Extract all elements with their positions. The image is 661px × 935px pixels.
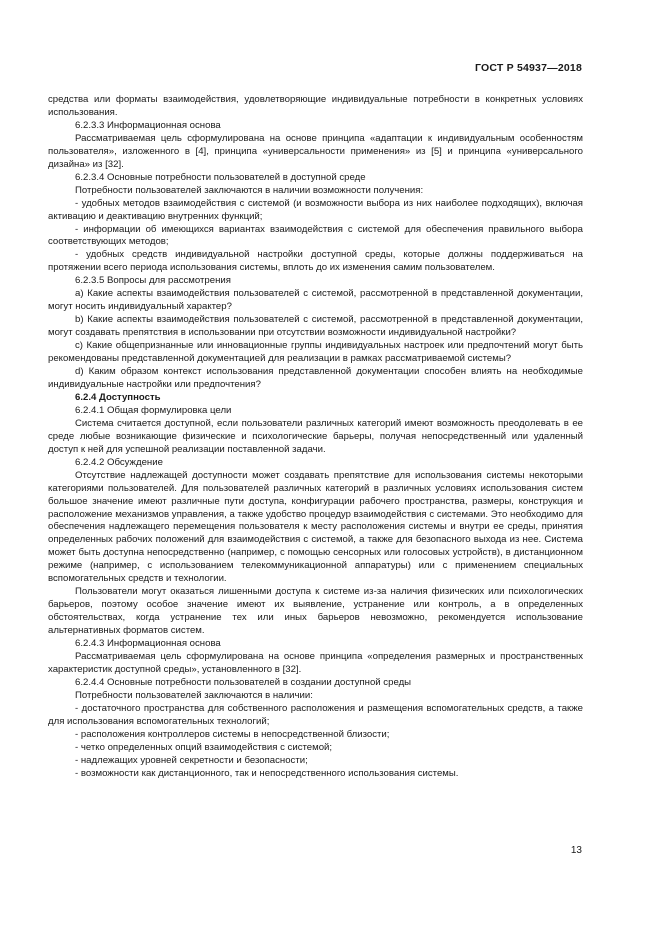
document-header: ГОСТ Р 54937—2018 [474,62,582,74]
heading-6-2-4-2: 6.2.4.2 Обсуждение [75,456,163,468]
paragraph: Потребности пользователей заключаются в наличии возможности получения: [75,184,424,196]
heading-6-2-3-4: 6.2.3.4 Основные потребности пользователей в доступной среде [75,171,366,183]
list-item: - расположения контроллеров системы в непосредственной близости; [75,728,390,740]
question-d: d) Каким образом контекст использования представленной документации способен влиять на необходимые индивидуальные настройки или предпочтения? [48,366,583,390]
list-item: - удобных методов взаимодействия с системой (и возможности выбора из них наиболее подходящих), включая активацию и деактивацию внутренних функций; [48,197,583,222]
document-body [48,94,583,781]
paragraph-continuation: средства или форматы взаимодействия, удовлетворяющие индивидуальные потребности в конкретных условиях использования. [48,94,583,118]
paragraph: Отсутствие надлежащей доступности может создавать препятствие для использования системы некоторыми категориями пользователей. Для пользователей различных категорий в различных условиях использования систем большое значение имеют различные пути доступа, конфигурации рабочего пространства, размеры, конструкция и расположение механизмов управления, а также удобство процедур взаимодействия с системами. Это необходимо для обеспечения надлежащего перемещения пользователя к месту расположения системы и внутри ее среды, принятия определенных рабочих положений для взаимодействия с системой, а также для безопасного выхода из нее. Система может быть доступна непосредственно (например, с помощью сенсорных или голосовых устройств), в дистанционном режиме (например, с использованием телекоммуникационной аппаратуры) или с применением специальных вспомогательных средств и технологии. [48,469,583,585]
question-a: a) Какие аспекты взаимодействия пользователей с системой, рассмотренной в представленной документации, могут носить индивидуальный характер? [48,288,583,313]
heading-6-2-3-5: 6.2.3.5 Вопросы для рассмотрения [75,275,231,287]
question-c: c) Какие общепризнанные или инновационные группы индивидуальных настроек или предпочтений могут быть рекомендованы представленной документацией для реализации в рамках рассматриваемой системы? [48,340,583,365]
paragraph: Рассматриваемая цель сформулирована на основе принципа «определения размерных и пространственных характеристик доступной среды», установленного в [32]. [48,650,583,675]
paragraph: Потребности пользователей заключаются в наличии: [75,689,313,701]
heading-6-2-4-4: 6.2.4.4 Основные потребности пользователей в создании доступной среды [75,676,412,688]
heading-6-2-4-3: 6.2.4.3 Информационная основа [75,638,221,650]
list-item: - достаточного пространства для собственного расположения и размещения вспомогательных средств, а также для использования вспомогательных технологий; [48,702,583,727]
heading-6-2-3-3: 6.2.3.3 Информационная основа [75,119,221,131]
list-item: - удобных средств индивидуальной настройки доступной среды, которые должны поддерживаться на протяжении всего периода использования системы, вплоть до их изменения самим пользователем. [48,249,583,274]
paragraph: Пользователи могут оказаться лишенными доступа к системе из-за наличия физических или психологических барьеров, поэтому особое значение имеют их выявление, устранение или контроль, а в определенных обстоятельствах, когда устранение тех или иных барьеров невозможно, рекомендуется использование альтернативных форматов систем. [48,586,583,637]
list-item: - возможности как дистанционного, так и непосредственного использования системы. [75,767,459,779]
list-item: - информации об имеющихся вариантах взаимодействия с системой для обеспечения правильного выбора соответствующих методов; [48,223,583,248]
paragraph: Рассматриваемая цель сформулирована на основе принципа «адаптации к индивидуальным особенностям пользователя», изложенного в [4], принципа «универсальности применения» из [5] и принципа «универсального дизайна» из [32]. [48,132,583,170]
page-number: 13 [570,845,582,856]
section-heading-6-2-4: 6.2.4 Доступность [75,391,161,403]
list-item: - четко определенных опций взаимодействия с системой; [75,741,333,753]
question-b: b) Какие аспекты взаимодействия пользователей с системой, рассмотренной в представленной документации, могут создавать препятствия в использовании при отсутствии возможности индивидуальной настройки? [48,314,583,339]
heading-6-2-4-1: 6.2.4.1 Общая формулировка цели [75,404,232,416]
paragraph: Система считается доступной, если пользователи различных категорий имеют возможность преодолевать в ее среде любые возникающие физические и психологические барьеры, получая непосредственный или удаленный доступ к ней для успешной реализации поставленной задачи. [48,417,583,455]
list-item: - надлежащих уровней секретности и безопасности; [75,754,308,766]
